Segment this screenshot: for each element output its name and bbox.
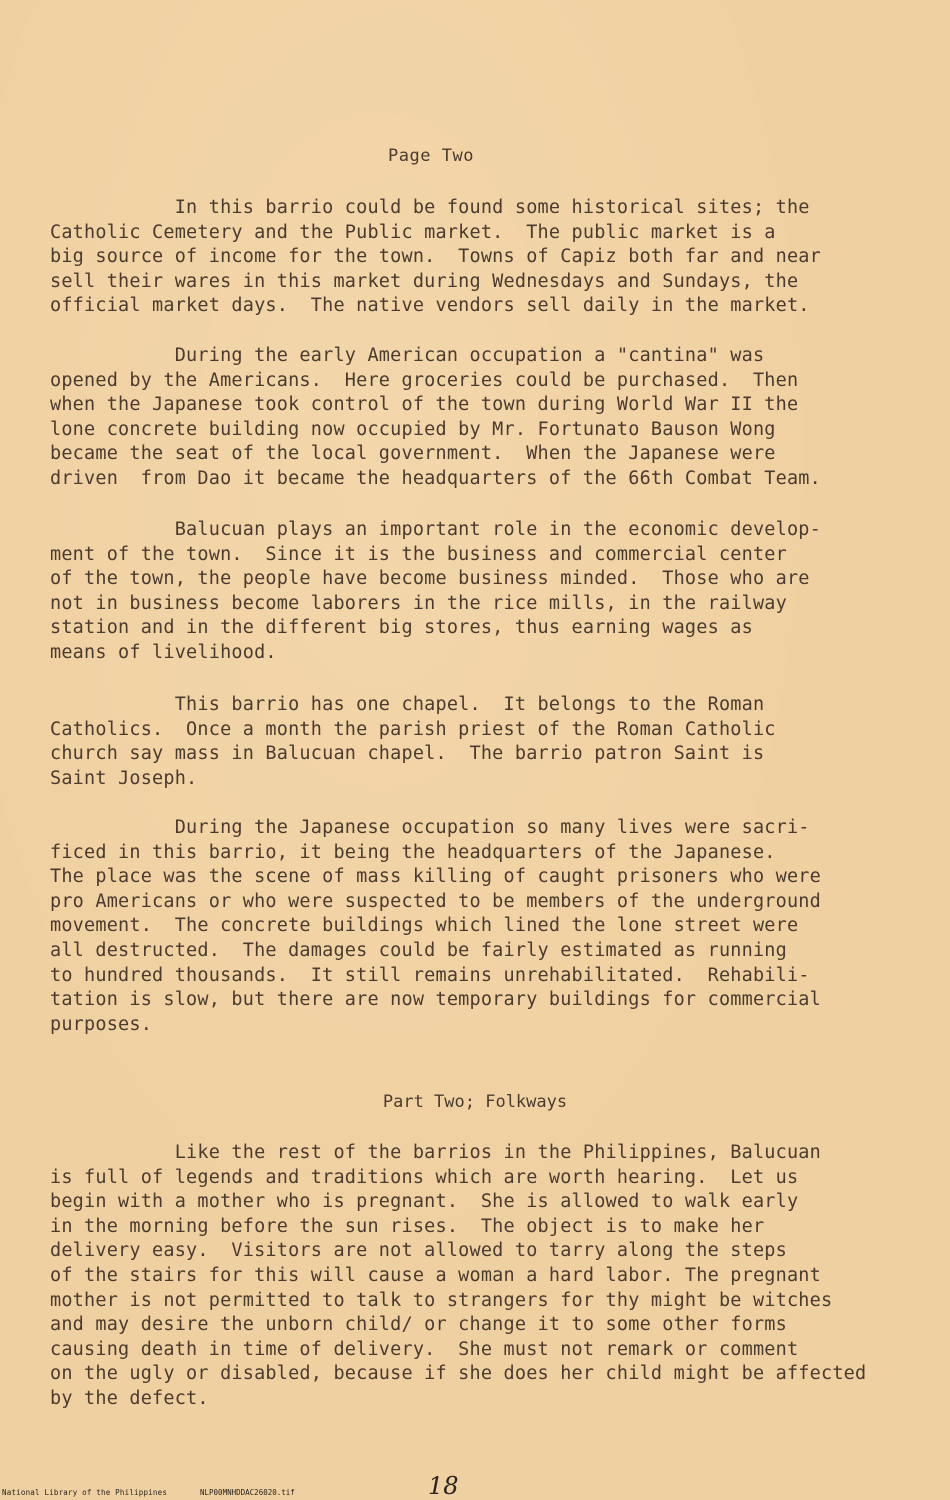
- text-line: and may desire the unborn child/ or change it to some other forms: [50, 1314, 787, 1336]
- footer-credit: National Library of the Philippines: [2, 1488, 168, 1497]
- text-line: station and in the different big stores, thus earning wages as: [50, 617, 753, 639]
- text-line: by the defect.: [50, 1387, 209, 1409]
- page-heading: [0, 146, 950, 166]
- text-line: delivery easy. Visitors are not allowed to tarry along the steps: [50, 1240, 787, 1262]
- text-line: church say mass in Balucuan chapel. The barrio patron Saint is: [50, 743, 765, 765]
- text-line: all destructed. The damages could be fairly estimated as running: [50, 939, 787, 961]
- text-line: causing death in time of delivery. She must not remark or comment: [50, 1338, 799, 1360]
- text-line: lone concrete building now occupied by Mr. Fortunato Bauson Wong: [50, 418, 776, 440]
- text-line: The place was the scene of mass killing of caught prisoners who were: [50, 866, 821, 888]
- text-line: means of livelihood.: [50, 641, 277, 663]
- page-heading-text: Page Two: [388, 146, 474, 166]
- text-line: movement. The concrete buildings which lined the lone street were: [50, 915, 799, 937]
- text-line: when the Japanese took control of the town during World War II the: [50, 394, 799, 416]
- text-line: During the Japanese occupation so many lives were sacri-: [50, 817, 810, 838]
- text-line: Saint Joseph.: [50, 767, 198, 789]
- text-line: Catholic Cemetery and the Public market. The public market is a: [50, 221, 776, 243]
- paragraph-3: [50, 518, 910, 666]
- text-line: In this barrio could be found some historical sites; the: [50, 197, 810, 218]
- text-line: driven from Dao it became the headquarters of the 66th Combat Team.: [50, 467, 821, 489]
- section-paragraph-1: [50, 1141, 910, 1412]
- text-line: sell their wares in this market during Wednesdays and Sundays, the: [50, 270, 799, 292]
- text-line: begin with a mother who is pregnant. She is allowed to walk early: [50, 1191, 799, 1213]
- text-line: official market days. The native vendors sell daily in the market.: [50, 295, 810, 317]
- paragraph-2: [50, 344, 910, 492]
- text-line: of the town, the people have become business minded. Those who are: [50, 568, 810, 590]
- text-line: in the morning before the sun rises. The object is to make her: [50, 1215, 765, 1237]
- text-line: of the stairs for this will cause a woman a hard labor. The pregnant: [50, 1264, 821, 1286]
- text-line: big source of income for the town. Towns of Capiz both far and near: [50, 246, 821, 268]
- text-line: ficed in this barrio, it being the headquarters of the Japanese.: [50, 841, 776, 863]
- paragraph-1: [50, 196, 910, 319]
- text-line: Like the rest of the barrios in the Philippines, Balucuan: [50, 1142, 821, 1163]
- text-line: tation is slow, but there are now temporary buildings for commercial: [50, 989, 821, 1011]
- text-line: This barrio has one chapel. It belongs to the Roman: [50, 694, 765, 715]
- text-line: on the ugly or disabled, because if she does her child might be affected: [50, 1363, 867, 1385]
- text-line: became the seat of the local government. When the Japanese were: [50, 443, 776, 465]
- paragraph-4: [50, 693, 910, 791]
- footer-filename: NLP00MNHDDAC26020.tif: [200, 1488, 295, 1497]
- text-line: mother is not permitted to talk to strangers for thy might be witches: [50, 1289, 833, 1311]
- paragraph-5: [50, 816, 910, 1037]
- text-line: Balucuan plays an important role in the economic develop-: [50, 519, 821, 540]
- section-heading-text: Part Two; Folkways: [382, 1092, 568, 1112]
- text-line: Catholics. Once a month the parish priest of the Roman Catholic: [50, 718, 776, 740]
- page-number: 18: [428, 1472, 459, 1500]
- text-line: is full of legends and traditions which are worth hearing. Let us: [50, 1166, 799, 1188]
- text-line: purposes.: [50, 1013, 153, 1035]
- text-line: to hundred thousands. It still remains unrehabilitated. Rehabili-: [50, 964, 810, 986]
- text-line: ment of the town. Since it is the business and commercial center: [50, 543, 787, 565]
- text-line: not in business become laborers in the rice mills, in the railway: [50, 592, 787, 614]
- text-line: pro Americans or who were suspected to be members of the underground: [50, 890, 821, 912]
- text-line: opened by the Americans. Here groceries could be purchased. Then: [50, 369, 799, 391]
- section-heading: [0, 1092, 950, 1112]
- text-line: During the early American occupation a "cantina" was: [50, 345, 765, 366]
